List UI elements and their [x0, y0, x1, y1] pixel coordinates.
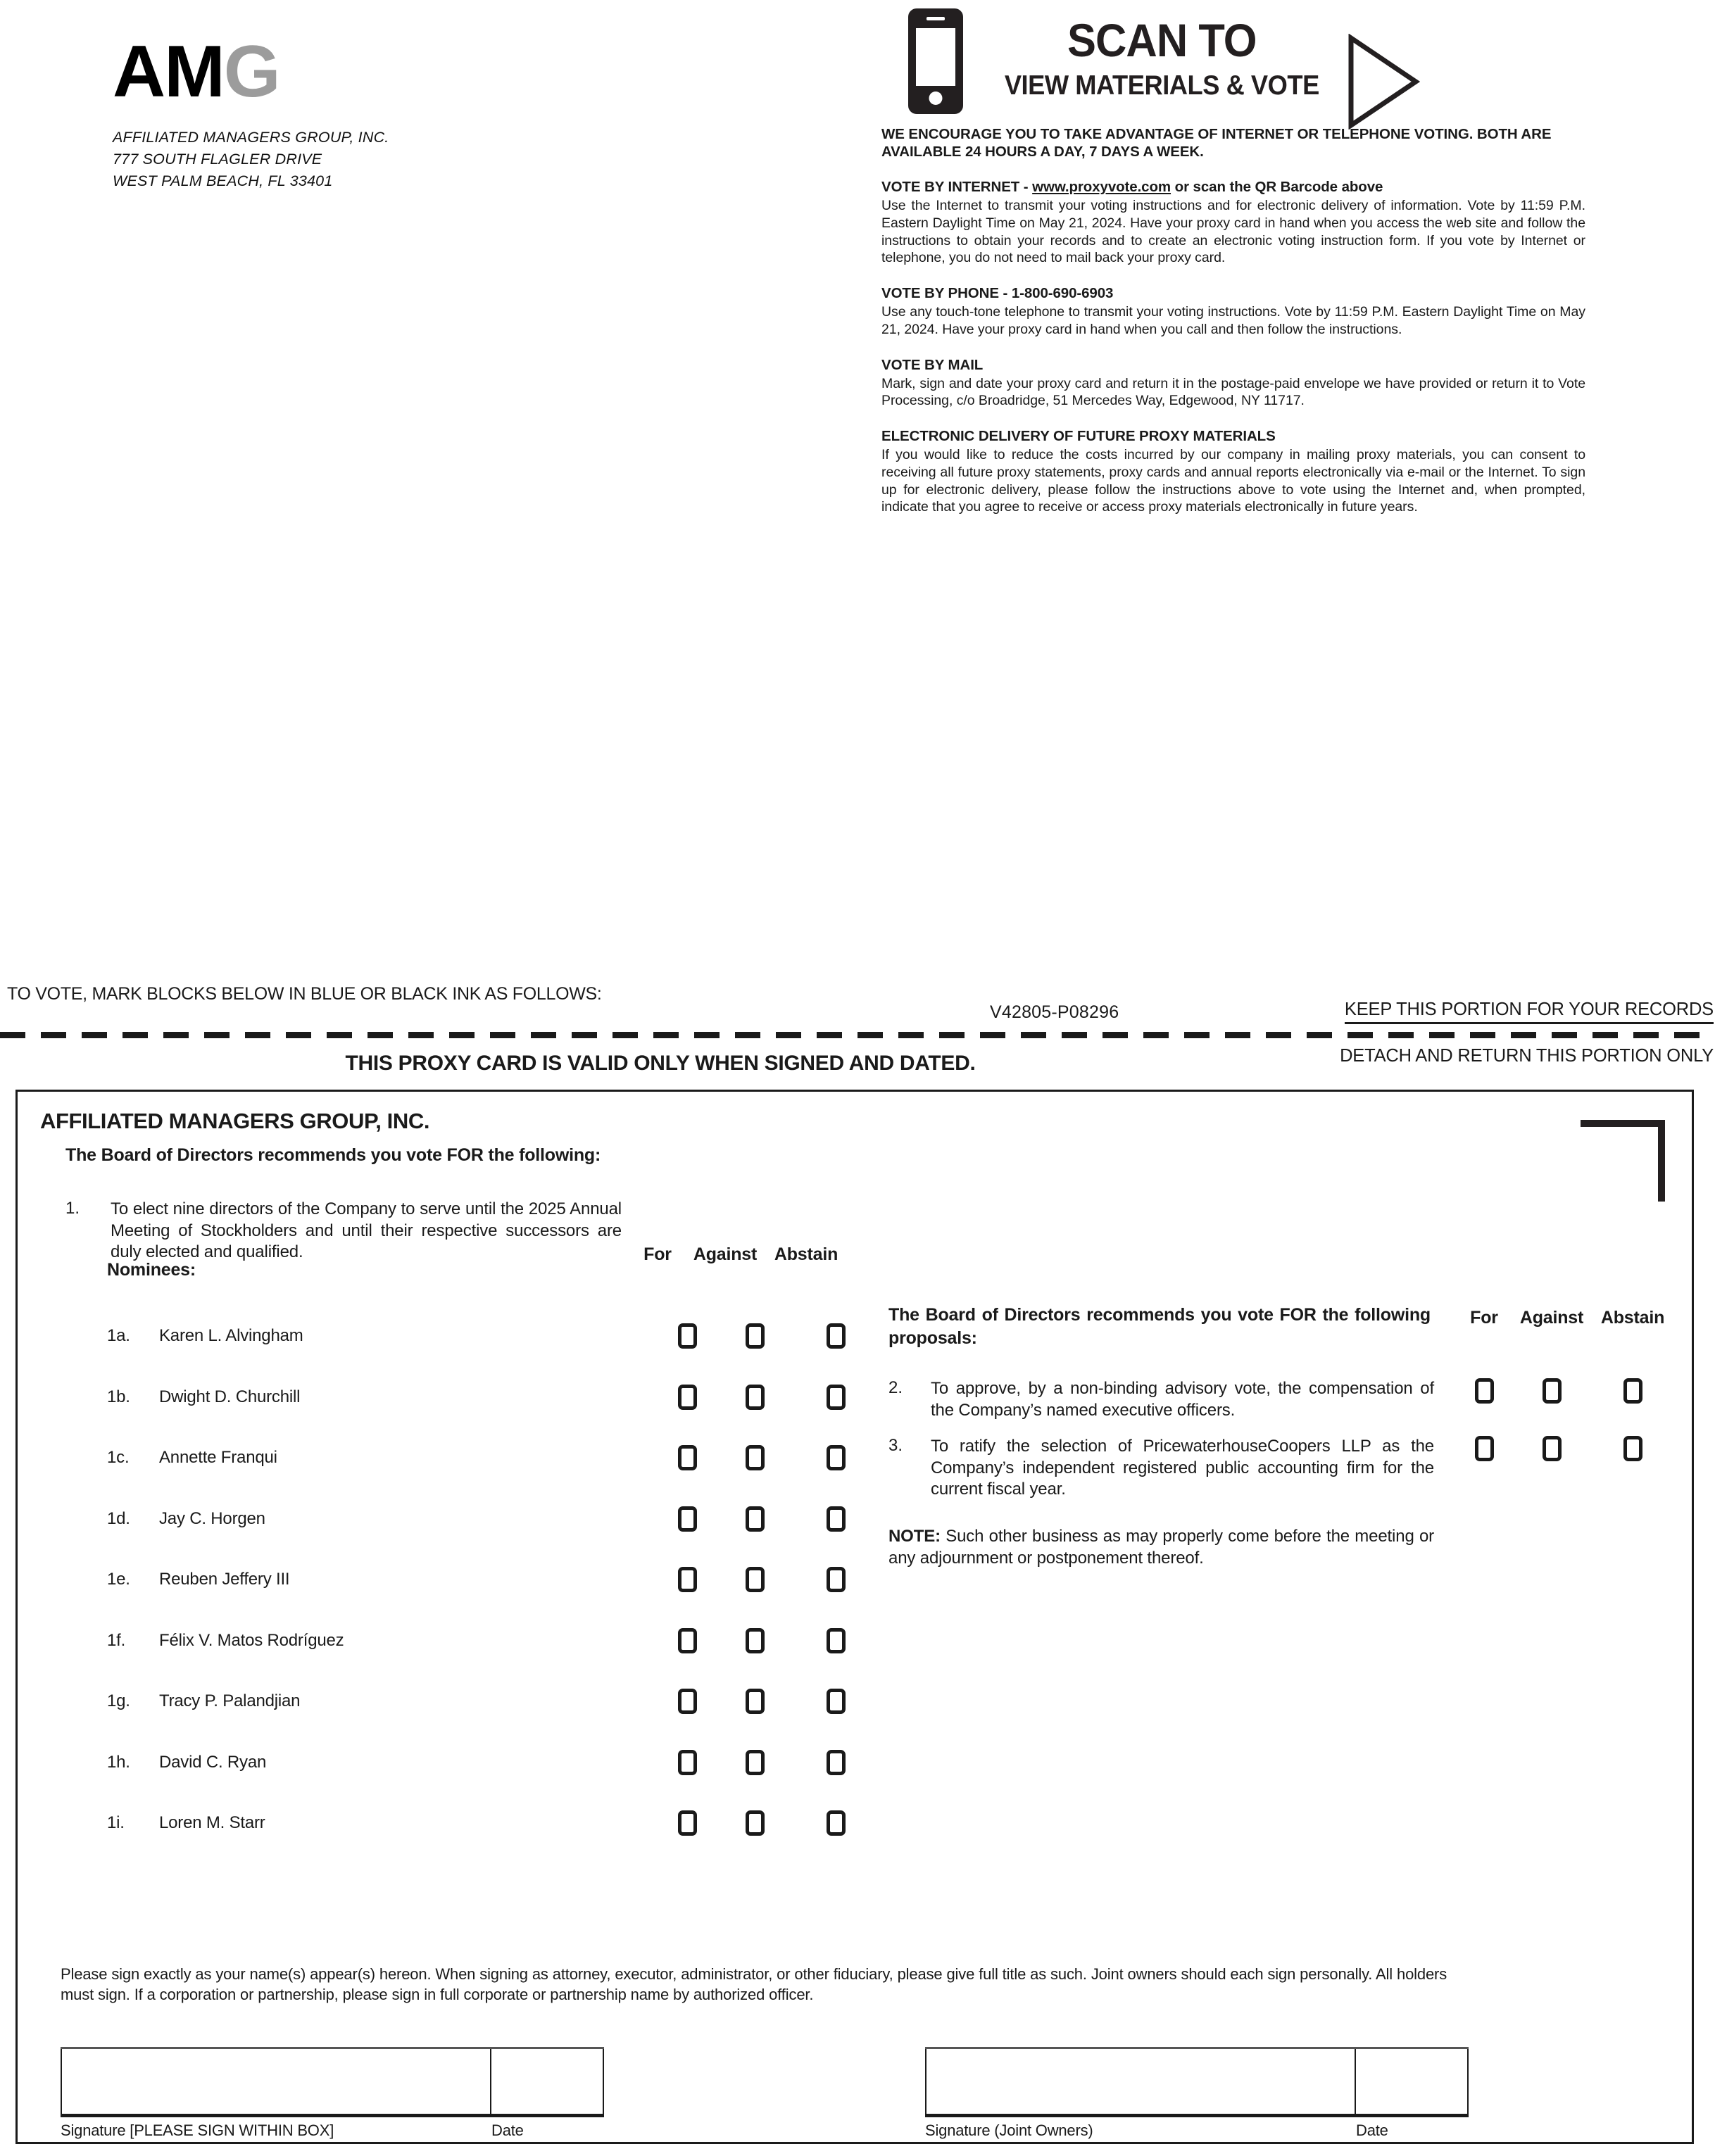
nominee-checkboxes: [662, 1323, 874, 1349]
vote-column-headers-left: [632, 1244, 845, 1265]
address-line-2: WEST PALM BEACH, FL 33401: [113, 172, 333, 190]
checkbox-slot-against: [712, 1323, 797, 1349]
signature-field-joint[interactable]: [925, 2049, 1356, 2114]
nominee-row: [107, 1793, 874, 1854]
column-header-against: Against: [693, 1244, 758, 1264]
checkbox-slot-against: [712, 1385, 797, 1410]
nominee-row: [107, 1489, 874, 1550]
column-header-abstain: Abstain: [774, 1244, 838, 1264]
proposal-2: [888, 1378, 1434, 1421]
electronic-delivery-section: [881, 428, 1585, 516]
ballot-company-name: AFFILIATED MANAGERS GROUP, INC.: [40, 1109, 430, 1133]
checkbox-abstain-1a[interactable]: [827, 1323, 846, 1349]
play-triangle-icon: [1347, 34, 1420, 133]
checkbox-for-1c[interactable]: [678, 1445, 697, 1470]
scan-to-label: SCAN TO: [1067, 14, 1257, 66]
nominee-row: [107, 1610, 874, 1672]
nominee-list: [107, 1306, 874, 1854]
checkbox-against-1h[interactable]: [746, 1750, 765, 1775]
proposal-3: [888, 1436, 1434, 1501]
vote-by-phone-title: VOTE BY PHONE - 1-800-690-6903: [881, 285, 1114, 301]
proposal-1: [65, 1199, 622, 1263]
vote-by-phone-body: Use any touch-tone telephone to transmit your voting instructions. Vote by 11:59 P.M. Eastern Daylight Time on May 21, 2024. Have your proxy card in hand when you call and then follow the instructions.: [881, 304, 1585, 337]
nominee-id: 1f.: [107, 1630, 126, 1650]
control-number: V42805-P08296: [990, 1002, 1119, 1022]
nominee-id: 1e.: [107, 1570, 130, 1589]
checkbox-for-1g[interactable]: [678, 1689, 697, 1714]
nominees-label: Nominees:: [107, 1260, 196, 1280]
date-label-primary: Date: [491, 2122, 524, 2139]
nominee-id: 1b.: [107, 1387, 130, 1406]
nominee-checkboxes: [662, 1689, 874, 1714]
checkbox-for-1h[interactable]: [678, 1750, 697, 1775]
signature-labels-joint: [925, 2122, 1469, 2140]
date-label-joint: Date: [1356, 2122, 1388, 2139]
proposal-1-text: To elect nine directors of the Company to serve until the 2025 Annual Meeting of Stockholders and until their respective successors are duly elected and qualified.: [111, 1199, 622, 1262]
checkbox-abstain-1i[interactable]: [827, 1810, 846, 1836]
address-line-1: 777 SOUTH FLAGLER DRIVE: [113, 151, 322, 168]
checkbox-against-1c[interactable]: [746, 1445, 765, 1470]
column-header-for-right: For: [1470, 1308, 1498, 1328]
checkbox-slot-for: [662, 1628, 712, 1653]
nominee-id: 1a.: [107, 1326, 130, 1346]
checkbox-for-1f[interactable]: [678, 1628, 697, 1653]
checkbox-against-1a[interactable]: [746, 1323, 765, 1349]
checkbox-slot-against: [712, 1506, 797, 1532]
checkbox-slot-for: [662, 1810, 712, 1836]
smartphone-icon: [908, 8, 963, 114]
checkbox-abstain-1e[interactable]: [827, 1567, 846, 1592]
nominee-row: [107, 1732, 874, 1793]
phone-speaker-icon: [926, 17, 945, 20]
nominee-name: Loren M. Starr: [159, 1813, 265, 1833]
registration-corner-mark: [1581, 1120, 1665, 1202]
column-header-against-right: Against: [1519, 1308, 1584, 1328]
column-header-for: For: [643, 1244, 672, 1264]
proposal-3-checkboxes: [1459, 1436, 1671, 1461]
nominee-name: Karen L. Alvingham: [159, 1326, 303, 1346]
checkbox-abstain-1d[interactable]: [827, 1506, 846, 1532]
nominee-id: 1g.: [107, 1691, 130, 1711]
signature-group-joint: [925, 2047, 1469, 2140]
checkbox-slot-for: [662, 1750, 712, 1775]
signature-field-primary[interactable]: [61, 2049, 491, 2114]
keep-portion-label: KEEP THIS PORTION FOR YOUR RECORDS: [1345, 1000, 1714, 1024]
vote-by-mail-title: VOTE BY MAIL: [881, 356, 984, 373]
view-materials-vote-label: VIEW MATERIALS & VOTE: [1004, 70, 1319, 101]
electronic-delivery-body: If you would like to reduce the costs incurred by our company in mailing proxy materials, you can consent to receiving all future proxy statements, proxy cards and annual reports electronically via e-mail or the Internet. To sign up for electronic delivery, please follow the instructions above to vote using the Internet and, when prompted, indicate that you agree to receive or access proxy materials electronically in future years.: [881, 447, 1585, 515]
proposal-3-text: To ratify the selection of PricewaterhouseCoopers LLP as the Company’s independent registered public accounting firm for the current fiscal year.: [931, 1437, 1434, 1499]
signature-instructions: Please sign exactly as your name(s) appear(s) hereon. When signing as attorney, executor, administrator, or other fiduciary, please give full title as such. Joint owners should each sign personally. All holders must sign. If a corporation or partnership, please sign in full corporate or partnership name by authorized officer.: [61, 1965, 1447, 2004]
proposal-2-text: To approve, by a non-binding advisory vote, the compensation of the Company’s named executive officers.: [931, 1379, 1434, 1420]
vote-by-phone-section: [881, 285, 1585, 339]
perforation-dashed-line: [0, 1032, 1715, 1038]
board-recommendation-right: The Board of Directors recommends you vote FOR the following proposals:: [888, 1305, 1431, 1348]
nominee-name: Reuben Jeffery III: [159, 1570, 290, 1589]
checkbox-against-proposal-3[interactable]: [1543, 1436, 1562, 1461]
voting-instructions: [881, 125, 1585, 516]
logo-text-dark: AM: [113, 31, 224, 113]
date-field-primary[interactable]: [491, 2049, 604, 2114]
date-field-joint[interactable]: [1356, 2049, 1469, 2114]
scan-banner-text: [993, 6, 1331, 99]
checkbox-for-1i[interactable]: [678, 1810, 697, 1836]
checkbox-slot-abstain: [797, 1750, 874, 1775]
signature-boxes-primary: [61, 2047, 604, 2117]
checkbox-for-1a[interactable]: [678, 1323, 697, 1349]
internet-title-suffix: or scan the QR Barcode above: [1171, 179, 1383, 195]
signature-boxes-joint: [925, 2047, 1469, 2117]
note-text: Such other business as may properly come before the meeting or any adjournment or postponement thereof.: [888, 1527, 1434, 1568]
nominee-checkboxes: [662, 1810, 874, 1836]
nominee-name: Jay C. Horgen: [159, 1508, 265, 1528]
checkbox-against-1b[interactable]: [746, 1385, 765, 1410]
phone-home-button-icon: [929, 92, 943, 105]
checkbox-slot-for: [662, 1689, 712, 1714]
company-address: [113, 127, 436, 193]
checkbox-slot-for: [1459, 1378, 1509, 1404]
signature-label-primary: Signature [PLEASE SIGN WITHIN BOX]: [61, 2122, 334, 2139]
nominee-checkboxes: [662, 1750, 874, 1775]
checkbox-slot-for: [662, 1506, 712, 1532]
checkbox-slot-against: [712, 1689, 797, 1714]
checkbox-slot-abstain: [797, 1385, 874, 1410]
checkbox-abstain-1c[interactable]: [827, 1445, 846, 1470]
signature-labels-primary: [61, 2122, 604, 2140]
checkbox-abstain-1h[interactable]: [827, 1750, 846, 1775]
checkbox-slot-abstain: [1594, 1436, 1671, 1461]
checkbox-for-proposal-2[interactable]: [1475, 1378, 1494, 1404]
checkbox-against-proposal-2[interactable]: [1543, 1378, 1562, 1404]
nominee-row: [107, 1549, 874, 1610]
nominee-row: [107, 1306, 874, 1367]
company-logo-block: [113, 31, 436, 193]
checkbox-against-1g[interactable]: [746, 1689, 765, 1714]
checkbox-against-1d[interactable]: [746, 1506, 765, 1532]
vote-by-mail-section: [881, 357, 1585, 410]
vote-by-mail-body: Mark, sign and date your proxy card and return it in the postage-paid envelope we have provided or return it to Vote Processing, c/o Broadridge, 51 Mercedes Way, Edgewood, NY 11717.: [881, 375, 1585, 409]
checkbox-slot-against: [712, 1628, 797, 1653]
checkbox-for-1d[interactable]: [678, 1506, 697, 1532]
vote-column-headers-right: [1459, 1308, 1671, 1328]
proposal-3-number: 3.: [888, 1436, 903, 1455]
nominee-id: 1i.: [107, 1813, 125, 1833]
checkbox-slot-abstain: [797, 1445, 874, 1470]
checkbox-abstain-proposal-2[interactable]: [1623, 1378, 1642, 1404]
proposal-1-number: 1.: [65, 1199, 80, 1218]
checkbox-slot-against: [1509, 1436, 1594, 1461]
checkbox-slot-against: [1509, 1378, 1594, 1404]
checkbox-for-1e[interactable]: [678, 1567, 697, 1592]
nominee-name: Tracy P. Palandjian: [159, 1691, 301, 1711]
nominee-id: 1c.: [107, 1448, 130, 1468]
internet-title-prefix: VOTE BY INTERNET -: [881, 179, 1033, 195]
other-business-note: [888, 1526, 1434, 1569]
checkbox-slot-abstain: [797, 1567, 874, 1592]
proposal-2-checkboxes: [1459, 1378, 1671, 1404]
proxyvote-url-link[interactable]: www.proxyvote.com: [1032, 179, 1171, 195]
nominee-id: 1d.: [107, 1508, 130, 1528]
checkbox-against-1i[interactable]: [746, 1810, 765, 1836]
vote-by-internet-section: [881, 179, 1585, 267]
checkbox-slot-abstain: [797, 1689, 874, 1714]
signature-group-primary: [61, 2047, 604, 2140]
checkbox-slot-against: [712, 1750, 797, 1775]
nominee-checkboxes: [662, 1567, 874, 1592]
checkbox-slot-abstain: [797, 1506, 874, 1532]
checkbox-slot-abstain: [1594, 1378, 1671, 1404]
checkbox-slot-for: [662, 1385, 712, 1410]
nominee-name: David C. Ryan: [159, 1752, 267, 1772]
signature-label-joint: Signature (Joint Owners): [925, 2122, 1093, 2139]
checkbox-slot-abstain: [797, 1628, 874, 1653]
checkbox-slot-against: [712, 1445, 797, 1470]
checkbox-slot-against: [712, 1810, 797, 1836]
nominee-checkboxes: [662, 1628, 874, 1653]
board-recommendation-left: The Board of Directors recommends you vote FOR the following:: [65, 1145, 601, 1165]
nominee-row: [107, 1671, 874, 1732]
vote-by-internet-body: Use the Internet to transmit your voting instructions and for electronic delivery of information. Vote by 11:59 P.M. Eastern Daylight Time on May 21, 2024. Have your proxy card in hand when you access the web site and follow the instructions to obtain your records and to create an electronic voting instruction form. If you vote by Internet or telephone, you do not need to mail back your proxy card.: [881, 198, 1585, 266]
company-name-text: AFFILIATED MANAGERS GROUP, INC.: [113, 129, 389, 146]
nominee-checkboxes: [662, 1506, 874, 1532]
checkbox-slot-abstain: [797, 1810, 874, 1836]
nominee-name: Annette Franqui: [159, 1448, 277, 1468]
checkbox-slot-against: [712, 1567, 797, 1592]
amg-logo: [113, 31, 436, 113]
checkbox-for-1b[interactable]: [678, 1385, 697, 1410]
nominee-checkboxes: [662, 1445, 874, 1470]
checkbox-slot-for: [662, 1445, 712, 1470]
proxy-validity-note: THIS PROXY CARD IS VALID ONLY WHEN SIGNED AND DATED.: [345, 1052, 976, 1075]
proxy-header-section: [0, 0, 1715, 950]
nominee-name: Dwight D. Churchill: [159, 1387, 301, 1406]
detach-portion-label: DETACH AND RETURN THIS PORTION ONLY: [1340, 1046, 1714, 1066]
nominee-row: [107, 1427, 874, 1489]
scan-to-vote-banner: [908, 6, 1420, 133]
mark-blocks-instruction: TO VOTE, MARK BLOCKS BELOW IN BLUE OR BLACK INK AS FOLLOWS:: [7, 984, 602, 1004]
signature-row: [61, 2047, 1469, 2140]
proposal-2-number: 2.: [888, 1378, 903, 1397]
nominee-row: [107, 1367, 874, 1428]
checkbox-slot-for: [662, 1567, 712, 1592]
nominee-name: Félix V. Matos Rodríguez: [159, 1630, 344, 1650]
encourage-voting-text: WE ENCOURAGE YOU TO TAKE ADVANTAGE OF INTERNET OR TELEPHONE VOTING. BOTH ARE AVAILABLE 24 HOURS A DAY, 7 DAYS A WEEK.: [881, 126, 1552, 160]
nominee-id: 1h.: [107, 1752, 130, 1772]
checkbox-abstain-proposal-3[interactable]: [1623, 1436, 1642, 1461]
checkbox-for-proposal-3[interactable]: [1475, 1436, 1494, 1461]
checkbox-abstain-1g[interactable]: [827, 1689, 846, 1714]
logo-text-light: G: [223, 31, 279, 113]
electronic-delivery-title: ELECTRONIC DELIVERY OF FUTURE PROXY MATERIALS: [881, 428, 1276, 444]
checkbox-abstain-1b[interactable]: [827, 1385, 846, 1410]
checkbox-abstain-1f[interactable]: [827, 1628, 846, 1653]
checkbox-slot-for: [1459, 1436, 1509, 1461]
checkbox-slot-abstain: [797, 1323, 874, 1349]
nominee-checkboxes: [662, 1385, 874, 1410]
checkbox-against-1f[interactable]: [746, 1628, 765, 1653]
checkbox-against-1e[interactable]: [746, 1567, 765, 1592]
note-label: NOTE:: [888, 1527, 941, 1546]
column-header-abstain-right: Abstain: [1600, 1308, 1665, 1328]
checkbox-slot-for: [662, 1323, 712, 1349]
vote-by-internet-title: [881, 179, 1585, 196]
